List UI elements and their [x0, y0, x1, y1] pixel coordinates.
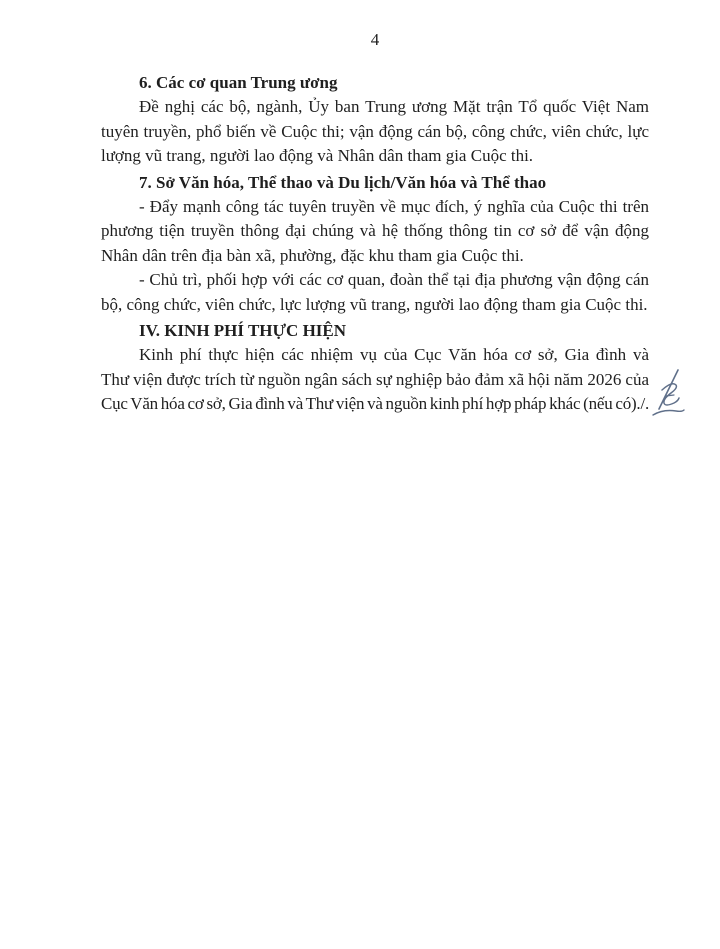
doc-line-text: tuyên truyền, phổ biến về Cuộc thi; vận động cán bộ, công chức, viên chức, lực: [101, 121, 649, 141]
doc-line: [101, 95, 649, 119]
doc-line-text: phương tiện truyền thông đại chúng và hệ thống thông tin cơ sở để vận động: [101, 221, 649, 241]
doc-line: [101, 120, 649, 144]
section-heading-7-label: 7. Sở Văn hóa, Thể thao và Du lịch/Văn hóa và Thể thao: [139, 172, 547, 192]
doc-line: [101, 343, 649, 367]
doc-line-text: bộ, công chức, viên chức, lực lượng vũ trang, người lao động tham gia Cuộc thi.: [101, 294, 648, 314]
page-number-value: 4: [370, 30, 380, 49]
doc-line: [101, 293, 649, 317]
doc-line: [101, 195, 649, 219]
doc-line-text: lượng vũ trang, người lao động và Nhân dân tham gia Cuộc thi.: [101, 146, 534, 166]
doc-line: [101, 268, 649, 292]
section-heading-iv-label: IV. KINH PHÍ THỰC HIỆN: [139, 320, 347, 340]
doc-line: [101, 368, 649, 392]
doc-line: [101, 392, 649, 416]
section-heading-6: [101, 71, 649, 95]
doc-line-text: - Chủ trì, phối hợp với các cơ quan, đoàn thể tại địa phương vận động cán: [139, 270, 649, 290]
doc-line-text: - Đẩy mạnh công tác tuyên truyền về mục đích, ý nghĩa của Cuộc thi trên: [139, 196, 649, 216]
section-heading-6-label: 6. Các cơ quan Trung ương: [139, 73, 338, 92]
doc-line-text: Kinh phí thực hiện các nhiệm vụ của Cục Văn hóa cơ sở, Gia đình và: [139, 345, 649, 365]
section-heading-7: [101, 171, 649, 195]
doc-line-text: Cục Văn hóa cơ sở, Gia đình và Thư viện và nguồn kinh phí hợp pháp khác (nếu có)./.: [101, 394, 649, 414]
doc-line-text: Nhân dân trên địa bàn xã, phường, đặc khu tham gia Cuộc thi.: [101, 245, 524, 265]
doc-line: [101, 219, 649, 243]
doc-line-text: Thư viện được trích từ nguồn ngân sách sự nghiệp bảo đảm xã hội năm 2026 của: [101, 369, 649, 389]
section-heading-iv: [101, 319, 649, 343]
doc-line-text: Đề nghị các bộ, ngành, Ủy ban Trung ương Mặt trận Tổ quốc Việt Nam: [139, 97, 649, 117]
text-block: [101, 28, 649, 416]
page-number: [101, 28, 649, 52]
doc-line: [101, 244, 649, 268]
doc-line: [101, 144, 649, 168]
signature-initial-icon: [650, 368, 686, 420]
